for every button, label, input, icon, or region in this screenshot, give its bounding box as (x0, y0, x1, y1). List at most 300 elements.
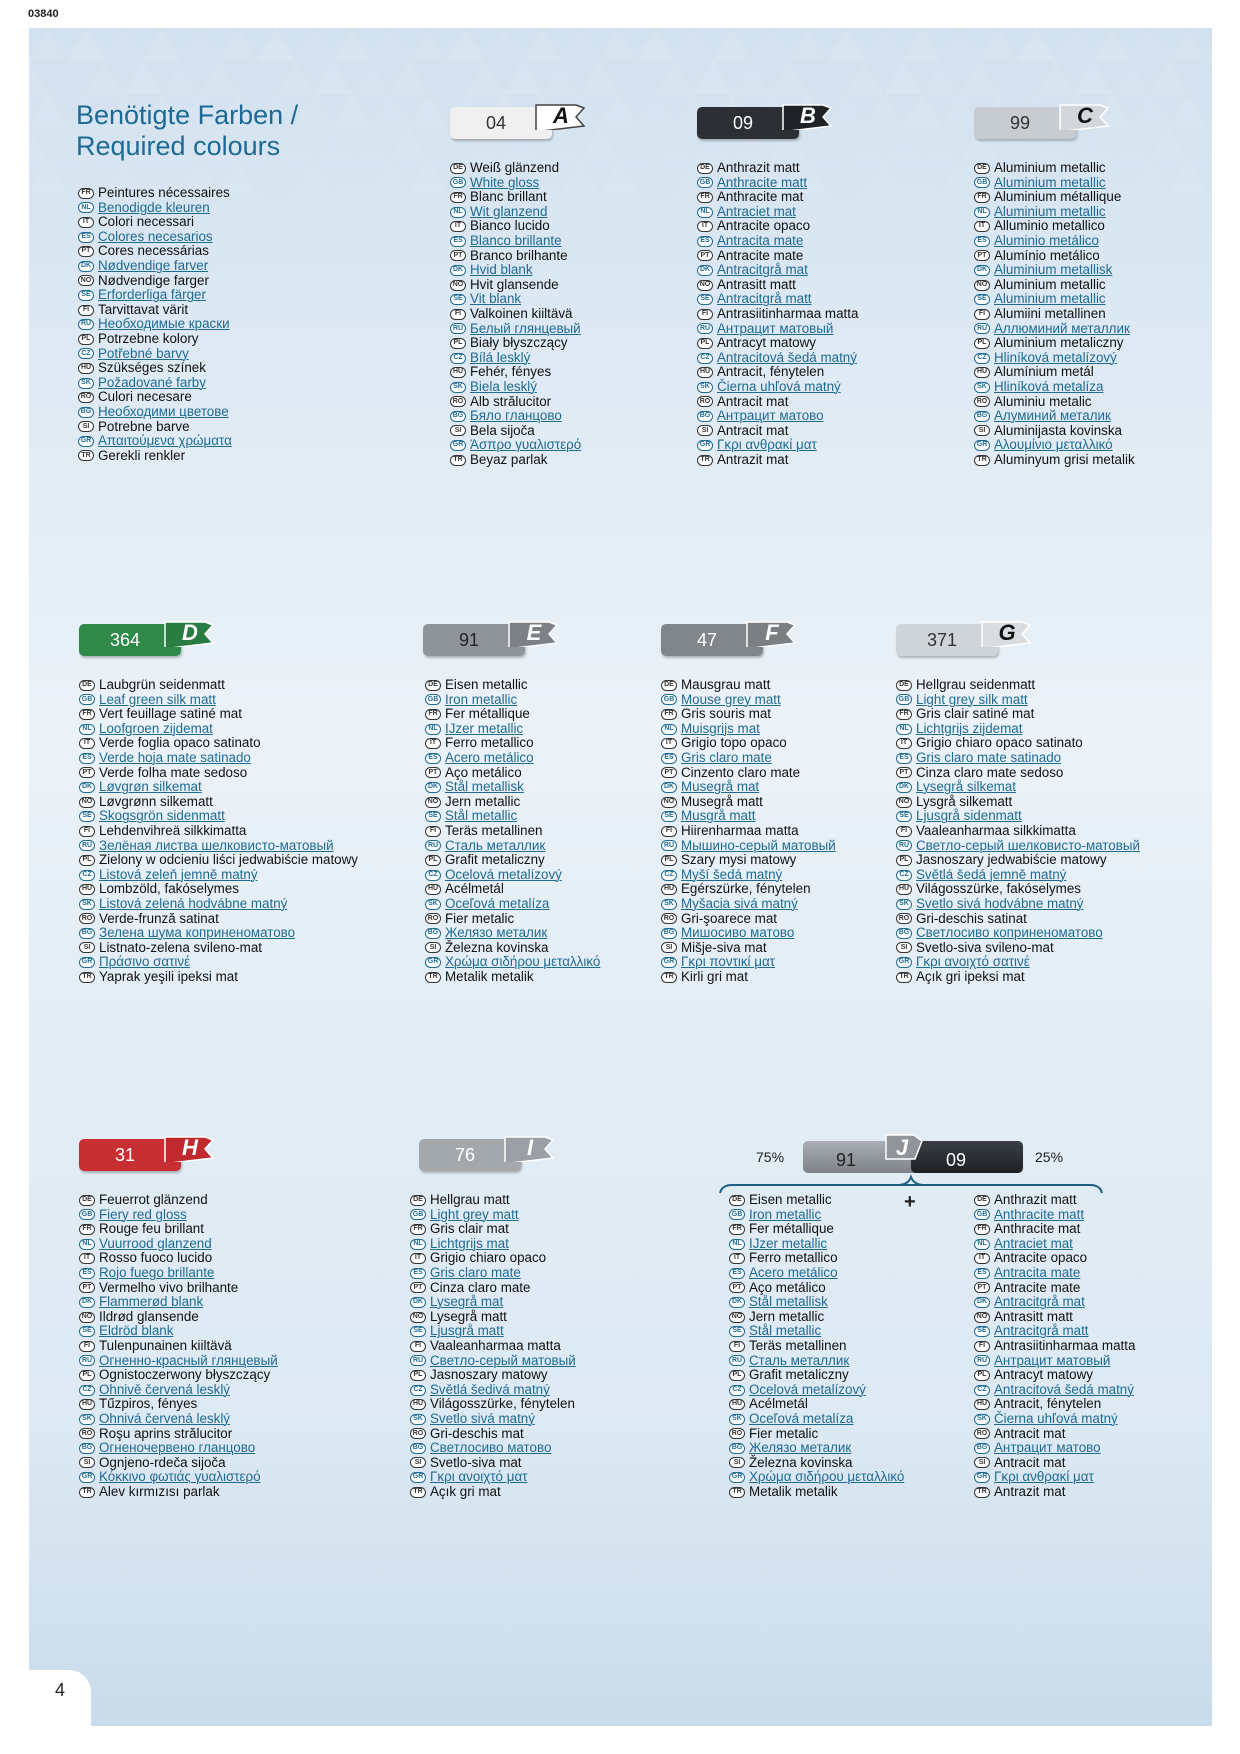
list-item (729, 1237, 904, 1252)
country-code-badge: SE (729, 1326, 745, 1337)
list-item (410, 1222, 576, 1237)
list-item (697, 453, 858, 468)
list-item (425, 824, 600, 839)
country-code-badge: IT (450, 221, 466, 232)
country-code-badge: BG (974, 1443, 990, 1454)
color-name: Antrasiitinharmaa matta (717, 305, 859, 321)
list-item (78, 215, 232, 230)
country-code-badge: HU (661, 884, 677, 895)
list-item (974, 322, 1135, 337)
country-code-badge: RU (974, 323, 990, 334)
color-name: Aluminium metallic (994, 160, 1106, 175)
color-name: Stål metallisk (749, 1294, 828, 1310)
country-code-badge: IT (425, 738, 441, 749)
country-code-badge: HU (425, 884, 441, 895)
list-item (729, 1295, 904, 1310)
country-code-badge: SI (661, 942, 677, 953)
color-name: Blanc brillant (470, 189, 547, 205)
list-item (729, 1324, 904, 1339)
list-item (697, 307, 858, 322)
list-item (896, 853, 1140, 868)
country-code-badge: SE (974, 1326, 990, 1337)
color-name: Hliníková metalíza (994, 378, 1104, 394)
country-code-badge: GB (425, 694, 441, 705)
country-code-badge: HU (729, 1399, 745, 1410)
country-code-badge: ES (410, 1268, 426, 1279)
country-code-badge: PL (697, 338, 713, 349)
color-name: Colores necesarios (98, 228, 213, 244)
country-code-badge: RO (410, 1428, 426, 1439)
list-item (425, 780, 600, 795)
color-name: Skogsgrön sidenmatt (99, 808, 225, 824)
list-item (78, 347, 232, 362)
list-item (410, 1295, 576, 1310)
country-code-badge: BG (661, 928, 677, 939)
list-item (410, 1324, 576, 1339)
list-item (974, 453, 1135, 468)
country-code-badge: PT (78, 246, 94, 257)
list-item (697, 278, 858, 293)
color-name: Rojo fuego brillante (99, 1264, 215, 1280)
country-code-badge: RO (79, 1428, 95, 1439)
list-item (79, 955, 358, 970)
country-code-badge: FI (974, 309, 990, 320)
country-code-badge: FI (661, 826, 677, 837)
country-code-badge: TR (410, 1487, 426, 1498)
list-item (974, 409, 1135, 424)
country-code-badge: TR (79, 1487, 95, 1498)
country-code-badge: NO (661, 797, 677, 808)
list-item (974, 351, 1135, 366)
country-code-badge: RU (729, 1355, 745, 1366)
country-code-badge: NL (450, 207, 466, 218)
country-code-badge: BG (450, 411, 466, 422)
color-name: Зелёная листва шелковисто-матовый (99, 837, 334, 853)
list-item (425, 707, 600, 722)
country-code-badge: GR (896, 957, 912, 968)
country-code-badge: NO (729, 1312, 745, 1323)
color-name: Aço metálico (749, 1279, 826, 1295)
color-name: Cinza claro mate (430, 1279, 531, 1295)
country-code-badge: DK (78, 261, 94, 272)
list-item (78, 434, 232, 449)
list-item (410, 1193, 576, 1208)
color-name: Антрацит матово (994, 1440, 1101, 1456)
color-name: Ildrød glansende (99, 1308, 199, 1324)
list-item (974, 1485, 1135, 1500)
country-code-badge: GR (78, 436, 94, 447)
color-name: Roşu aprins strălucitor (99, 1425, 233, 1441)
list-item (896, 824, 1140, 839)
list-item (79, 941, 358, 956)
country-code-badge: PT (896, 767, 912, 778)
color-name: Antracitgrå matt (994, 1323, 1089, 1339)
list-item (974, 307, 1135, 322)
country-code-badge: NL (410, 1239, 426, 1250)
country-code-badge: PL (974, 338, 990, 349)
color-name: Anthracite mat (717, 189, 804, 205)
country-code-badge: PL (729, 1370, 745, 1381)
country-code-badge: FI (410, 1341, 426, 1352)
color-name: Acélmetál (749, 1396, 808, 1412)
country-code-badge: PL (78, 334, 94, 345)
list-item (974, 365, 1135, 380)
country-code-badge: RU (425, 840, 441, 851)
country-code-badge: FR (974, 192, 990, 203)
color-name: Feuerrot glänzend (99, 1192, 208, 1207)
list-item (974, 249, 1135, 264)
list-item (729, 1412, 904, 1427)
color-name: Cinza claro mate sedoso (916, 764, 1064, 780)
list-item (974, 1266, 1135, 1281)
country-code-badge: DK (974, 1297, 990, 1308)
color-name: Culori necesare (98, 389, 192, 405)
color-name: Alumínio metálico (994, 247, 1100, 263)
swatch-e (423, 621, 555, 657)
color-name: Сталь металлик (445, 837, 546, 853)
color-name: Антрацит матовый (994, 1352, 1111, 1368)
color-name: Acélmetál (445, 881, 504, 897)
country-code-badge: SK (729, 1414, 745, 1425)
color-name: Biały błyszczący (470, 335, 568, 351)
list-item (78, 317, 232, 332)
color-name: Bela sijoča (470, 422, 535, 438)
list-item (729, 1222, 904, 1237)
country-code-badge: SE (450, 294, 466, 305)
list-d (79, 678, 358, 984)
color-name: Stål metallic (445, 808, 518, 824)
color-name: Iron metallic (749, 1206, 822, 1222)
country-code-badge: RO (729, 1428, 745, 1439)
page-title (76, 100, 298, 162)
list-item (79, 1397, 278, 1412)
list-item (974, 1222, 1135, 1237)
color-name: Flammerød blank (99, 1294, 204, 1310)
swatch-h (79, 1136, 211, 1172)
list-c (974, 161, 1135, 467)
country-code-badge: NL (729, 1239, 745, 1250)
mix-letter: J (895, 1135, 909, 1160)
country-code-badge: PT (410, 1282, 426, 1293)
swatch-letter: C (1077, 103, 1093, 128)
swatch-letter: A (553, 103, 569, 128)
color-name: Antracit, fénytelen (994, 1396, 1102, 1412)
list-item (896, 707, 1140, 722)
country-code-badge: ES (729, 1268, 745, 1279)
list-item (697, 234, 858, 249)
list-item (974, 176, 1135, 191)
color-name: Antracit mat (717, 393, 789, 409)
list-item (661, 751, 836, 766)
country-code-badge: SI (450, 425, 466, 436)
list-item (79, 707, 358, 722)
color-name: Желязо металик (749, 1440, 852, 1456)
color-name: Szary mysi matowy (681, 852, 797, 868)
list-item (450, 263, 581, 278)
color-name: Ljusgrå matt (430, 1323, 504, 1339)
list-item (450, 219, 581, 234)
country-code-badge: SI (974, 425, 990, 436)
list-item (79, 1295, 278, 1310)
country-code-badge: CZ (79, 870, 95, 881)
list-item (79, 751, 358, 766)
color-name: Hvit glansende (470, 276, 559, 292)
country-code-badge: TR (661, 972, 677, 983)
list-item (79, 882, 358, 897)
list-item (79, 868, 358, 883)
list-item (450, 234, 581, 249)
list-item (425, 912, 600, 927)
list-item (410, 1441, 576, 1456)
country-code-badge: PT (450, 250, 466, 261)
country-code-badge: TR (425, 972, 441, 983)
list-item (79, 1470, 278, 1485)
country-code-badge: NO (974, 280, 990, 291)
color-name: Gris claro mate satinado (916, 749, 1062, 765)
color-name: Potrzebne kolory (98, 330, 199, 346)
color-name: Listová zelená hodvábne matný (99, 895, 288, 911)
color-name: Gris claro mate (681, 749, 772, 765)
country-code-badge: DE (729, 1195, 745, 1206)
country-code-badge: RO (450, 396, 466, 407)
list-item (79, 1368, 278, 1383)
color-name: Lysgrå silkematt (916, 793, 1013, 809)
list-item (425, 736, 600, 751)
color-name: IJzer metallic (445, 720, 524, 736)
list-item (896, 897, 1140, 912)
country-code-badge: RU (450, 323, 466, 334)
color-name: Ohnivě červená lesklý (99, 1381, 230, 1397)
color-name: Необходимые краски (98, 316, 230, 332)
color-name: Hliníková metalízový (994, 349, 1117, 365)
list-item (697, 351, 858, 366)
color-name: Gerekli renkler (98, 447, 186, 463)
swatch-letter: D (182, 620, 198, 645)
country-code-badge: NO (450, 280, 466, 291)
color-name: Light grey matt (430, 1206, 519, 1222)
list-item (661, 766, 836, 781)
list-item (661, 795, 836, 810)
country-code-badge: DE (974, 1195, 990, 1206)
country-code-badge: PT (79, 767, 95, 778)
country-code-badge: NL (974, 1239, 990, 1250)
list-item (450, 190, 581, 205)
color-name: Bílá lesklý (470, 349, 531, 365)
swatch-pill: 371 (896, 624, 998, 656)
color-name: Lysegrå mat (430, 1294, 504, 1310)
color-name: Απαιτούμενα χρώματα (98, 433, 232, 449)
list-item (974, 1208, 1135, 1223)
color-name: Jasnoszary matowy (430, 1367, 548, 1383)
color-name: Anthracite matt (994, 1206, 1085, 1222)
country-code-badge: GR (729, 1472, 745, 1483)
color-name: Acero metálico (445, 749, 534, 765)
country-code-badge: IT (896, 738, 912, 749)
list-item (410, 1354, 576, 1369)
country-code-badge: CZ (410, 1385, 426, 1396)
color-name: Зелена шума коприненоматово (99, 925, 296, 941)
country-code-badge: GB (450, 177, 466, 188)
color-name: Zielony w odcieniu liści jedwabiście matowy (99, 852, 358, 868)
country-code-badge: HU (79, 1399, 95, 1410)
color-name: Ocelová metalízový (445, 866, 562, 882)
color-name: Lichtgrijs mat (430, 1235, 509, 1251)
title-line-1: Benötigte Farben / (76, 100, 299, 130)
list-i (410, 1193, 576, 1499)
color-name: Acero metálico (749, 1264, 838, 1280)
country-code-badge: DE (79, 680, 95, 691)
country-code-badge: SE (425, 811, 441, 822)
color-name: Χρώμα σιδήρου μεταλλικό (749, 1469, 905, 1485)
color-name: Čierna uhľová matný (994, 1410, 1118, 1426)
list-item (410, 1427, 576, 1442)
country-code-badge: GB (729, 1209, 745, 1220)
mix-bracket-point (898, 1177, 924, 1185)
color-name: Kirli gri mat (681, 968, 748, 984)
color-name: Požadované farby (98, 374, 206, 390)
color-name: Železna kovinska (445, 939, 549, 955)
list-item (661, 897, 836, 912)
color-name: Antracite mate (717, 247, 804, 263)
country-code-badge: FR (79, 1224, 95, 1235)
list-item (974, 219, 1135, 234)
country-code-badge: DE (661, 680, 677, 691)
color-name: Hellgrau matt (430, 1192, 510, 1207)
color-name: Antrazit mat (717, 451, 789, 467)
list-item (661, 780, 836, 795)
list-item (78, 361, 232, 376)
country-code-badge: SI (79, 1457, 95, 1468)
list-item (79, 926, 358, 941)
country-code-badge: BG (79, 1443, 95, 1454)
color-name: Ferro metallico (445, 735, 534, 751)
color-name: Antracit mat (994, 1454, 1066, 1470)
color-name: Světlá šedá jemně matný (916, 866, 1067, 882)
color-name: Musegrå matt (681, 793, 763, 809)
country-code-badge: CZ (974, 353, 990, 364)
country-code-badge: PT (974, 250, 990, 261)
color-name: Jern metallic (445, 793, 521, 809)
country-code-badge: FR (79, 709, 95, 720)
color-name: Grigio chiaro opaco (430, 1250, 547, 1266)
list-item (410, 1310, 576, 1325)
list-item (450, 336, 581, 351)
list-item (661, 853, 836, 868)
list-item (425, 722, 600, 737)
country-code-badge: TR (974, 455, 990, 466)
country-code-badge: NL (661, 724, 677, 735)
list-item (974, 1456, 1135, 1471)
color-name: Antrazit mat (994, 1483, 1066, 1499)
list-item (79, 1383, 278, 1398)
list-item (729, 1339, 904, 1354)
list-item (425, 839, 600, 854)
country-code-badge: RU (410, 1355, 426, 1366)
list-item (697, 161, 858, 176)
color-name: Бяло гланцово (470, 408, 562, 424)
country-code-badge: TR (896, 972, 912, 983)
country-code-badge: RO (974, 396, 990, 407)
country-code-badge: FR (78, 188, 94, 199)
country-code-badge: HU (697, 367, 713, 378)
color-name: Grigio chiaro opaco satinato (916, 735, 1083, 751)
color-name: Verde-frunză satinat (99, 910, 219, 926)
list-h (79, 1193, 278, 1499)
list-item (896, 751, 1140, 766)
swatch-letter: E (526, 620, 542, 645)
list-item (425, 693, 600, 708)
color-name: Vuurrood glanzend (99, 1235, 212, 1251)
color-name: Colori necessari (98, 214, 195, 230)
color-name: Vaaleanharmaa silkkimatta (916, 822, 1076, 838)
list-item (79, 1354, 278, 1369)
list-item (79, 722, 358, 737)
country-code-badge: SK (896, 899, 912, 910)
country-code-badge: BG (729, 1443, 745, 1454)
color-name: Antracitová šedá matný (994, 1381, 1134, 1397)
list-item (450, 351, 581, 366)
list-item (974, 336, 1135, 351)
color-name: Aluminium métallique (994, 189, 1122, 205)
color-name: Svetlo-siva svileno-mat (916, 939, 1054, 955)
list-item (729, 1193, 904, 1208)
list-item (78, 259, 232, 274)
color-name: Bianco lucido (470, 218, 550, 234)
color-name: Mausgrau matt (681, 677, 771, 692)
color-name: Beyaz parlak (470, 451, 548, 467)
country-code-badge: IT (974, 221, 990, 232)
country-code-badge: FR (974, 1224, 990, 1235)
country-code-badge: SK (425, 899, 441, 910)
list-item (79, 1324, 278, 1339)
color-name: Musegrå mat (681, 779, 760, 795)
country-code-badge: NO (79, 1312, 95, 1323)
list-item (79, 1441, 278, 1456)
country-code-badge: PT (661, 767, 677, 778)
country-code-badge: NL (974, 207, 990, 218)
list-item (896, 941, 1140, 956)
color-name: Branco brilhante (470, 247, 568, 263)
list-item (729, 1281, 904, 1296)
list-item (78, 186, 232, 201)
color-name: White gloss (470, 174, 540, 190)
country-code-badge: BG (896, 928, 912, 939)
color-name: Γκρι ανοιχτό ματ (430, 1469, 528, 1485)
plus-icon: + (904, 1191, 916, 1213)
country-code-badge: RO (896, 913, 912, 924)
swatch-pill: 31 (79, 1139, 181, 1171)
country-code-badge: PL (661, 855, 677, 866)
color-name: Aluminiu metalic (994, 393, 1092, 409)
mix-right-number: 09 (945, 1150, 967, 1170)
color-name: Aluminium metallic (994, 291, 1106, 307)
color-name: Antracyt matowy (994, 1367, 1093, 1383)
list-item (79, 795, 358, 810)
list-item (410, 1339, 576, 1354)
list-item (450, 380, 581, 395)
list-item (450, 176, 581, 191)
country-code-badge: ES (425, 753, 441, 764)
country-code-badge: SK (974, 1414, 990, 1425)
country-code-badge: CZ (974, 1385, 990, 1396)
page-number: 4 (55, 1680, 66, 1700)
color-name: Teräs metallinen (749, 1337, 847, 1353)
list-item (974, 292, 1135, 307)
list-item (79, 853, 358, 868)
color-name: Antracitová šedá matný (717, 349, 857, 365)
color-name: Svetlo sivá hodvábne matný (916, 895, 1084, 911)
country-code-badge: TR (697, 455, 713, 466)
